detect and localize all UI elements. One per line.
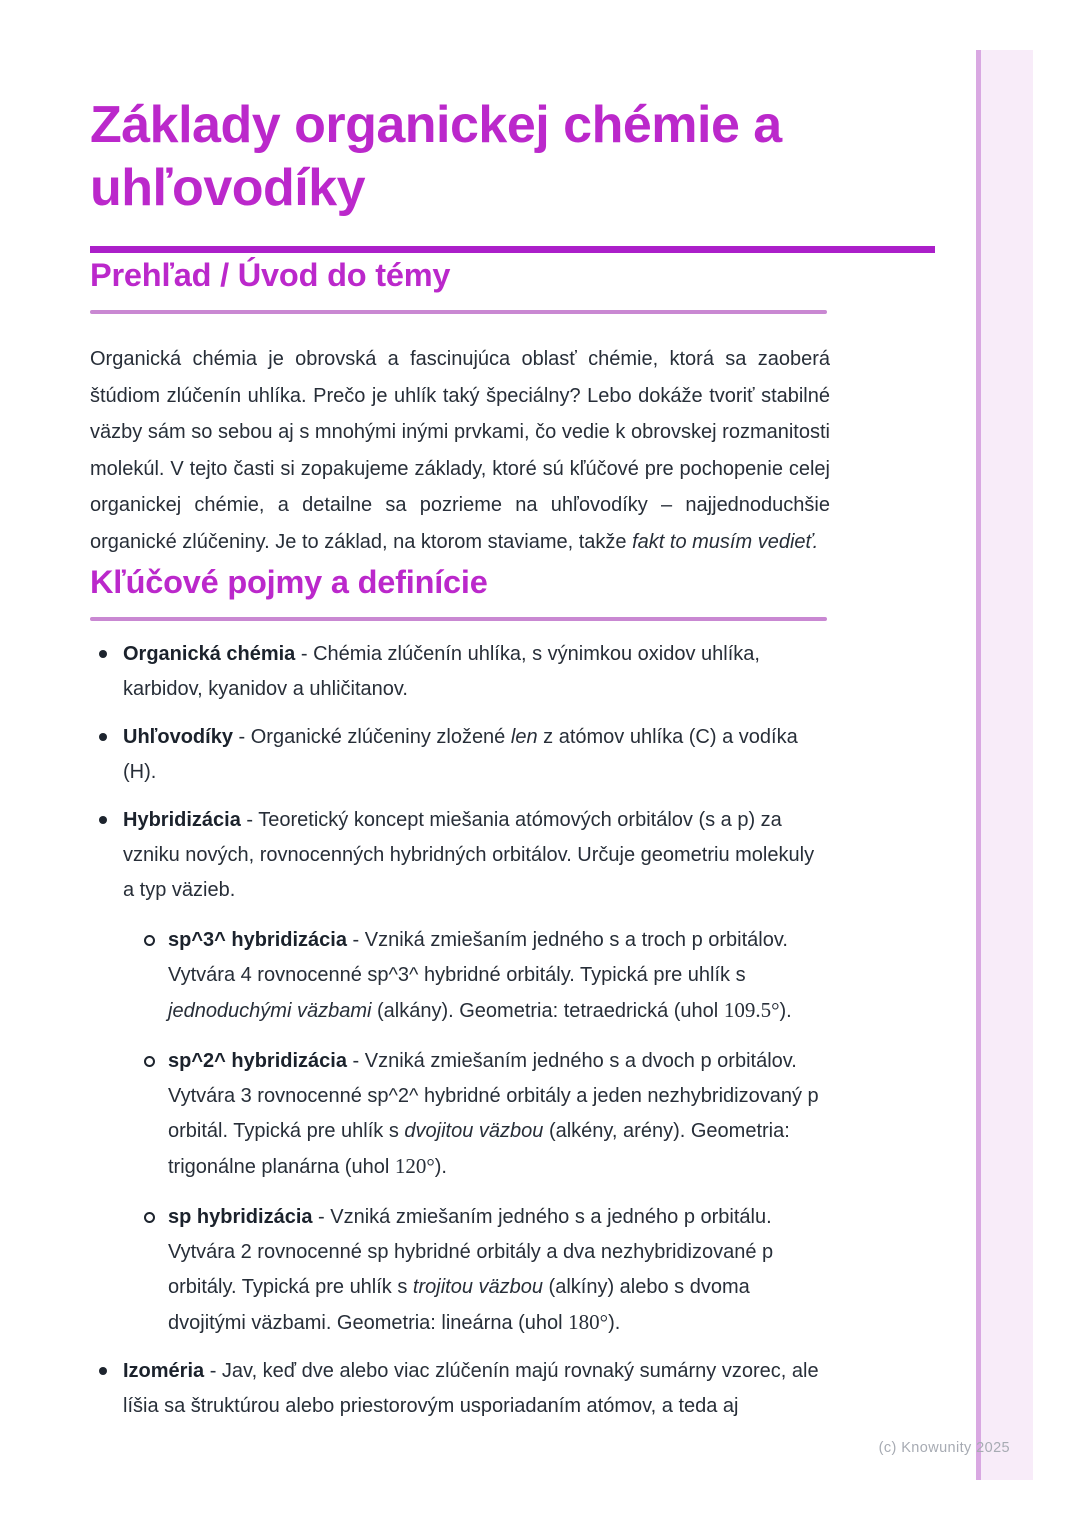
list-item-text: Hybridizácia - Teoretický koncept miešania atómových orbitálov (s a p) za vzniku nových, rovnocenných hybridných orbitálov. Určuje geometriu molekuly a typ väzieb. xyxy=(123,809,815,901)
intro-paragraph: Organická chémia je obrovská a fascinujúca oblasť chémie, ktorá sa zaoberá štúdiom zlúčenín uhlíka. Prečo je uhlík taký špeciálny? Lebo dokáže tvoriť stabilné väzby sám so sebou aj s mnohými inými prvkami, čo vedie k obrovskej rozmanitosti molekúl. V tejto časti si zopakujeme základy, ktoré sú kľúčové pre pochopenie celej organickej chémie, a detailne sa pozrieme na uhľovodíky – najjednoduchšie organické zlúčeniny. Je to základ, na ktorom staviame, takže fakt to musím vedieť. xyxy=(90,348,830,553)
copyright-watermark: (c) Knowunity 2025 xyxy=(878,1440,1010,1456)
hybridization-sublist xyxy=(123,923,830,1341)
decorative-side-bar xyxy=(976,50,1033,1480)
list-item-text: Organická chémia - Chémia zlúčenín uhlíka, s výnimkou oxidov uhlíka, karbidov, kyanidov a uhličitanov. xyxy=(123,643,760,700)
section-underline xyxy=(90,617,827,621)
list-item-sp3-hybridizacia xyxy=(168,923,830,1029)
list-item-text: Izoméria - Jav, keď dve alebo viac zlúčenín majú rovnaký sumárny vzorec, ale líšia sa štruktúrou alebo priestorovým usporiadaním atómov, a teda aj xyxy=(123,1360,819,1417)
page-title-line-2: uhľovodíky xyxy=(90,159,366,217)
list-item-hybridizacia xyxy=(90,803,830,1341)
section-heading-key-terms: Kľúčové pojmy a definície xyxy=(90,564,488,600)
list-item-sp-hybridizacia xyxy=(168,1200,830,1341)
list-item-text: sp^2^ hybridizácia - Vzniká zmiešaním jedného s a dvoch p orbitálov. Vytvára 3 rovnocenné sp^2^ hybridné orbitály a jeden nezhybridizovaný p orbitál. Typická pre uhlík s dvojitou väzbou (alkény, arény). Geometria: trigonálne planárna (uhol 120°). xyxy=(168,1050,819,1178)
list-item-izomeria xyxy=(90,1354,830,1424)
list-item-organicka-chemia xyxy=(90,637,830,707)
list-item-uhlovodiky xyxy=(90,720,830,790)
circle-bullet-icon xyxy=(144,935,155,946)
list-item-text: sp^3^ hybridizácia - Vzniká zmiešaním jedného s a troch p orbitálov. Vytvára 4 rovnocenné sp^3^ hybridné orbitály. Typická pre uhlík s jednoduchými väzbami (alkány). Geometria: tetraedrická (uhol 109.5°). xyxy=(168,929,792,1022)
bullet-icon xyxy=(99,650,107,658)
page-title-line-1: Základy organickej chémie a xyxy=(90,96,782,154)
document-content xyxy=(90,94,935,1424)
section-heading-overview: Prehľad / Úvod do témy xyxy=(90,257,451,293)
circle-bullet-icon xyxy=(144,1056,155,1067)
list-item-text: sp hybridizácia - Vzniká zmiešaním jedného s a jedného p orbitálu. Vytvára 2 rovnocenné sp hybridné orbitály a dva nezhybridizované p orbitály. Typická pre uhlík s trojitou väzbou (alkíny) alebo s dvoma dvojitými väzbami. Geometria: lineárna (uhol 180°). xyxy=(168,1206,774,1334)
circle-bullet-icon xyxy=(144,1212,155,1223)
key-terms-list xyxy=(90,637,830,1424)
title-rule xyxy=(90,246,935,253)
section-underline xyxy=(90,310,827,314)
page-title xyxy=(90,94,935,220)
bullet-icon xyxy=(99,733,107,741)
section-key-terms xyxy=(90,560,935,1424)
list-item-text: Uhľovodíky - Organické zlúčeniny zložené len z atómov uhlíka (C) a vodíka (H). xyxy=(123,726,798,783)
section-overview xyxy=(90,253,935,560)
bullet-icon xyxy=(99,1367,107,1375)
bullet-icon xyxy=(99,816,107,824)
list-item-sp2-hybridizacia xyxy=(168,1044,830,1185)
